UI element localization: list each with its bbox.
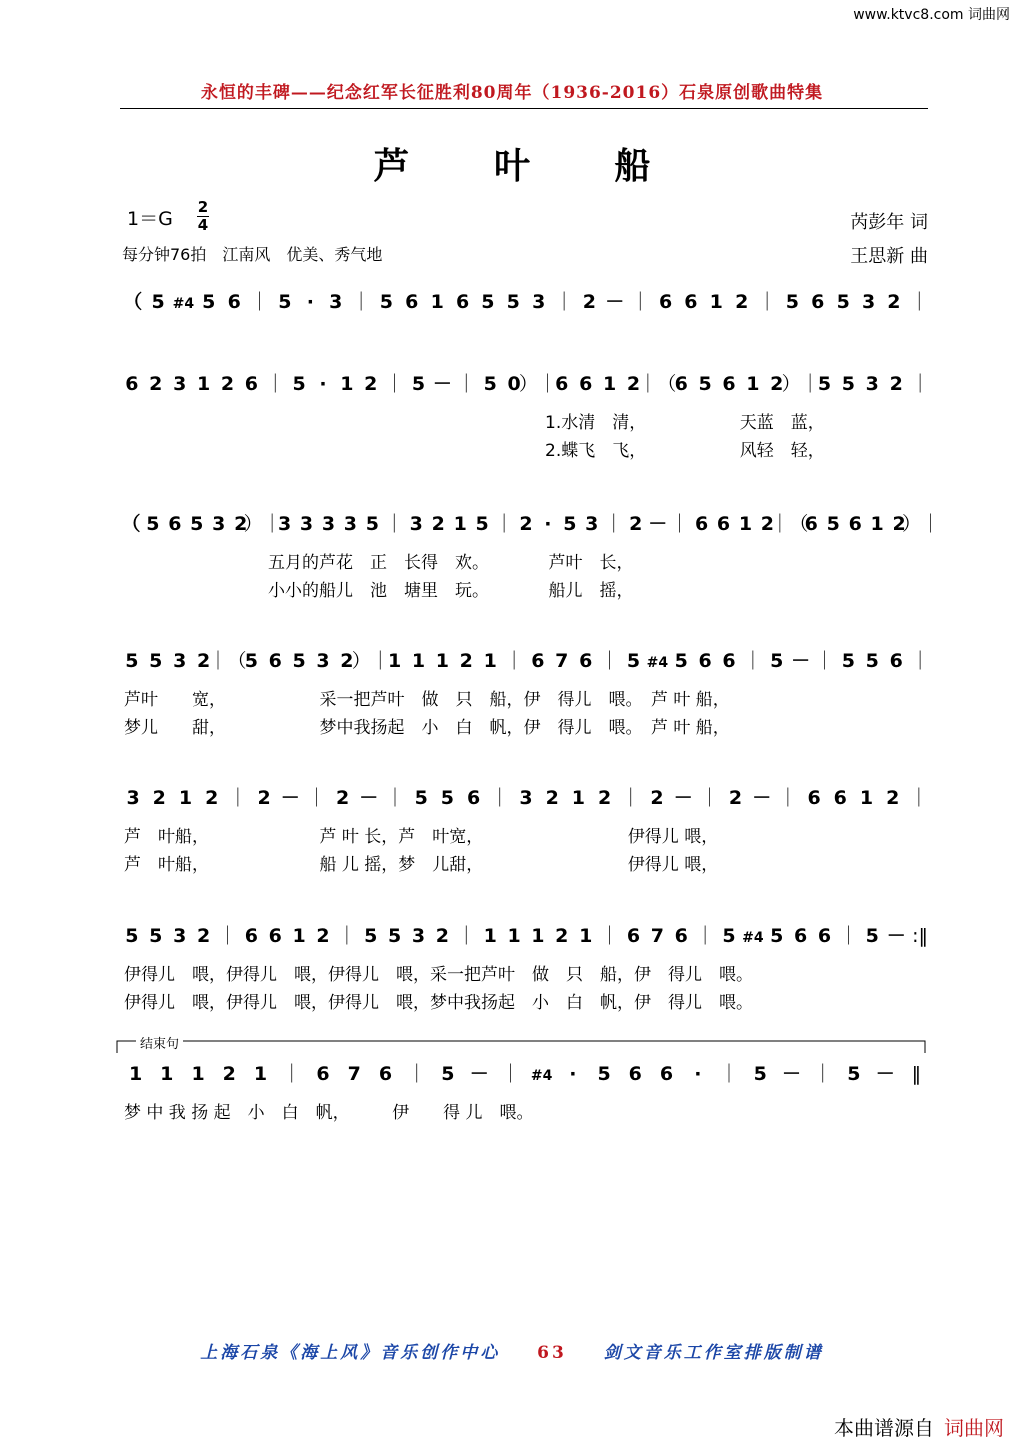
note: 6 <box>833 787 847 809</box>
note: 5 <box>770 650 784 672</box>
note: 2 <box>431 513 445 535</box>
note: 6 <box>684 291 698 313</box>
note: 6 <box>626 925 641 947</box>
note: 6 <box>628 1063 642 1085</box>
barline: ｜ <box>385 787 405 809</box>
note: 2 <box>889 373 903 395</box>
note: 6 <box>674 925 688 947</box>
note: － <box>359 787 379 809</box>
note: 2 <box>760 513 775 535</box>
note: 1 <box>507 925 521 947</box>
barline: ｜ <box>384 513 404 535</box>
note: 3 <box>329 291 343 313</box>
tempo-marking: 每分钟76拍 江南风 优美、秀气地 <box>122 245 383 264</box>
ending-label: 结束句 <box>136 1033 183 1052</box>
score-line-3 <box>120 508 941 601</box>
time-signature-bottom: 4 <box>197 216 209 234</box>
note: 1 <box>859 787 874 809</box>
note: 5 <box>365 513 380 535</box>
note: 3 <box>173 373 187 395</box>
note: 2 <box>205 787 219 809</box>
note: 5 <box>563 513 577 535</box>
note: 5 <box>483 373 497 395</box>
notation-row <box>120 920 932 954</box>
note: 3 <box>409 513 423 535</box>
barline: ｜ <box>282 1063 302 1085</box>
note: 6 <box>244 373 259 395</box>
barline: ｜ <box>456 373 476 395</box>
barline: ｜ <box>838 925 858 947</box>
note: 2 <box>886 787 900 809</box>
note: 1 <box>602 373 617 395</box>
series-header: 永恒的丰碑——纪念红军长征胜利80周年（1936-2016）石泉原创歌曲特集 <box>200 83 824 103</box>
note: 6 <box>268 650 282 672</box>
note: 3 <box>321 513 336 535</box>
note: 6 <box>125 373 139 395</box>
key-signature: 1＝G <box>127 208 173 230</box>
note: 5 <box>125 925 139 947</box>
barline: ｜ <box>265 373 285 395</box>
barline: ｜ <box>719 1063 739 1085</box>
note: 2 <box>196 925 211 947</box>
note: 6 <box>694 513 709 535</box>
note: － <box>791 650 811 672</box>
barline: ｜ <box>695 925 715 947</box>
watermark-bottom-prefix: 本曲谱源自 <box>834 1416 934 1440</box>
note: 5 <box>753 1063 767 1085</box>
note: 1 <box>453 513 467 535</box>
note: 2 <box>340 650 354 672</box>
note: 5 <box>770 925 784 947</box>
note: 2 <box>222 1063 236 1085</box>
note: 6 <box>316 1063 330 1085</box>
barline: ｜ <box>909 291 929 313</box>
note: #4 <box>172 296 195 312</box>
barline: ｜ <box>630 291 650 313</box>
note: 5 <box>202 291 216 313</box>
note: 3 <box>532 291 546 313</box>
note: 5 <box>292 373 306 395</box>
note: 2 <box>626 373 641 395</box>
barline: ｜（ <box>638 373 677 395</box>
note: 6 <box>804 513 818 535</box>
watermark-top: www.ktvc8.com 词曲网 <box>853 7 1010 23</box>
note: － <box>432 373 452 395</box>
barline: ｜ <box>306 787 327 809</box>
note: 6 <box>722 650 736 672</box>
lyrics-verse-1: 1.水清 清， 天蓝 蓝， <box>545 413 825 433</box>
note: 6 <box>466 787 481 809</box>
note: （ <box>123 291 143 313</box>
note: 1 <box>191 1063 205 1085</box>
note: 5 <box>379 291 394 313</box>
note: 1 <box>292 925 306 947</box>
note: 3 <box>411 925 426 947</box>
note: － <box>280 787 300 809</box>
lyricist-credit: 芮彭年 词 <box>850 212 928 233</box>
note: 6 <box>244 925 259 947</box>
barline: ｜ <box>778 787 798 809</box>
note: 5 <box>244 650 259 672</box>
note: 1 <box>411 650 426 672</box>
note: 6 <box>168 513 182 535</box>
barline: ｜ <box>813 1063 833 1085</box>
lyrics-verse-1: 伊得儿 喂，伊得儿 喂，伊得儿 喂，采一把芦叶 做 只 船，伊 得儿 喂。 <box>124 965 753 985</box>
note: 5 <box>387 925 402 947</box>
note: 3 <box>316 650 330 672</box>
note: 5 <box>841 373 856 395</box>
note: 1 <box>531 925 545 947</box>
barline: ｜ <box>250 291 270 313</box>
note: 3 <box>277 513 292 535</box>
lyrics-verse-2: 小小的船儿 池 塘里 玩。 船儿 摇， <box>268 581 634 601</box>
note: － <box>781 1063 802 1085</box>
note: 3 <box>299 513 314 535</box>
note: 6 <box>716 513 731 535</box>
barline: ｜ <box>504 650 524 672</box>
note: 6 <box>555 373 569 395</box>
note: 3 <box>585 513 599 535</box>
note: 6 <box>659 1063 674 1085</box>
barline: ｜ <box>814 650 835 672</box>
note: 7 <box>347 1063 361 1085</box>
note: 2 <box>152 787 166 809</box>
note: · <box>319 373 327 395</box>
note: 5 <box>785 291 800 313</box>
note: 2 <box>597 787 612 809</box>
note: 5 <box>292 650 306 672</box>
footer <box>0 1338 1024 1363</box>
score-line-1 <box>120 286 932 314</box>
barline: ｜ <box>699 787 719 809</box>
note: 1 <box>340 373 354 395</box>
note: 6 <box>268 925 282 947</box>
score-line-7 <box>120 1058 932 1123</box>
note: 5 <box>847 1063 861 1085</box>
note: 2 <box>887 291 901 313</box>
barline: ｜ <box>351 291 371 313</box>
note: 1 <box>870 513 884 535</box>
note: 2 <box>650 787 664 809</box>
footer-left: 上海石泉《海上风》音乐创作中心 <box>200 1343 501 1363</box>
note: 6 <box>658 291 673 313</box>
note: 1 <box>160 1063 174 1085</box>
note: 1 <box>178 787 193 809</box>
note: 5 <box>278 291 292 313</box>
time-signature-top: 2 <box>197 198 209 216</box>
barline: ）｜ <box>901 513 941 535</box>
barline: ｜ <box>500 1063 520 1085</box>
note: 1 <box>483 650 497 672</box>
barline: ｜ <box>757 291 777 313</box>
note: 5 <box>475 513 489 535</box>
barline: ｜ <box>604 513 624 535</box>
note: 5 <box>841 650 856 672</box>
note: 5 <box>836 291 850 313</box>
note: 5 <box>441 1063 455 1085</box>
note: 3 <box>212 513 226 535</box>
note: － <box>875 1063 895 1085</box>
note: 5 <box>865 925 879 947</box>
note: · <box>544 513 552 535</box>
note: 1 <box>483 925 497 947</box>
score-line-2 <box>120 368 932 461</box>
note: 1 <box>387 650 402 672</box>
barline: :‖ <box>912 925 929 947</box>
note: 2 <box>364 373 378 395</box>
note: 5 <box>146 513 160 535</box>
barline: ）｜ <box>518 373 557 395</box>
barline: ｜ <box>456 925 476 947</box>
lyrics-verse-2: 梦儿 甜， 梦中我扬起 小 白 帆，伊 得儿 喂。 芦 叶 船， <box>124 718 730 738</box>
note: 5 <box>149 925 163 947</box>
note: · <box>694 1063 702 1085</box>
note: 1 <box>253 1063 268 1085</box>
footer-page-number: 63 <box>537 1343 567 1363</box>
note: 6 <box>405 291 419 313</box>
note: 3 <box>519 787 533 809</box>
note: 2 <box>728 787 743 809</box>
barline: ）｜ <box>351 650 390 672</box>
note: － <box>673 787 693 809</box>
barline: ｜ <box>621 787 641 809</box>
notation-row <box>120 782 932 816</box>
note: 2 <box>770 373 784 395</box>
note: 2 <box>257 787 271 809</box>
note: 2 <box>435 925 450 947</box>
note: 2 <box>545 787 559 809</box>
header-rule <box>120 108 928 109</box>
note: 6 <box>455 291 470 313</box>
note: 2 <box>234 513 248 535</box>
note: 2 <box>735 291 749 313</box>
lyrics-verse-2: 芦 叶船， 船 儿 摇，梦 儿甜， 伊得儿 喂， <box>124 855 719 875</box>
barline: ｜ <box>600 925 620 947</box>
lyrics-verse-2: 2.蝶飞 飞， 风轻 轻， <box>545 441 825 461</box>
note: 6 <box>793 925 808 947</box>
note: 2 <box>335 787 350 809</box>
note: 6 <box>579 650 593 672</box>
note: 2 <box>629 513 643 535</box>
note: 7 <box>555 650 569 672</box>
note: 5 <box>698 373 712 395</box>
note: 3 <box>865 373 879 395</box>
note: 3 <box>126 787 140 809</box>
notation-row <box>120 368 932 402</box>
note: 1 <box>579 925 593 947</box>
note: 2 <box>555 925 569 947</box>
note: 5 <box>125 650 139 672</box>
note: 2 <box>892 513 906 535</box>
barline: ）｜ <box>243 513 282 535</box>
lyrics-verse-1: 五月的芦花 正 长得 欢。 芦叶 长， <box>268 553 634 573</box>
barline: ｜ <box>910 650 930 672</box>
note: 5 <box>149 650 163 672</box>
note: 5 <box>597 1063 611 1085</box>
barline: ｜ <box>909 787 929 809</box>
barline: ｜ <box>490 787 510 809</box>
note: 6 <box>674 373 688 395</box>
note: 1 <box>746 373 760 395</box>
note: 1 <box>571 787 586 809</box>
note: 5 <box>364 925 378 947</box>
note: 1 <box>128 1063 143 1085</box>
note: － <box>648 513 668 535</box>
note: 5 <box>506 291 520 313</box>
score-line-6 <box>120 920 932 1013</box>
barline: ）｜ <box>781 373 820 395</box>
note: － <box>752 787 772 809</box>
note: 1 <box>435 650 450 672</box>
barline: ｜ <box>600 650 620 672</box>
barline: ｜ <box>494 513 514 535</box>
note: 5 <box>440 787 455 809</box>
note: #4 <box>530 1068 553 1084</box>
barline: ｜ <box>910 373 930 395</box>
note: 6 <box>807 787 821 809</box>
note: 6 <box>811 291 825 313</box>
lyrics-verse-1: 梦 中 我 扬 起 小 白 帆， 伊 得 儿 喂。 <box>124 1103 534 1123</box>
lyrics-verse-1: 芦叶 宽， 采一把芦叶 做 只 船，伊 得儿 喂。 芦 叶 船， <box>124 690 730 710</box>
watermark-bottom-brand: 词曲网 <box>944 1416 1004 1440</box>
note: 1 <box>738 513 753 535</box>
score-line-5 <box>120 782 932 875</box>
note: 5 <box>817 373 832 395</box>
note: （ <box>121 513 141 535</box>
watermark-bottom <box>834 1412 1004 1441</box>
note: 5 <box>826 513 840 535</box>
footer-right: 剑文音乐工作室排版制谱 <box>603 1343 824 1363</box>
note: 5 <box>626 650 641 672</box>
barline: ｜ <box>385 373 405 395</box>
note: 1 <box>709 291 723 313</box>
note: 5 <box>722 925 736 947</box>
barline: ｜（ <box>208 650 247 672</box>
barline: ｜ <box>217 925 238 947</box>
notation-row <box>120 645 932 679</box>
note: 5 <box>481 291 495 313</box>
barline: ｜ <box>228 787 248 809</box>
note: 2 <box>149 373 163 395</box>
note: 5 <box>151 291 165 313</box>
lyrics-verse-1: 芦 叶船， 芦 叶 长，芦 叶宽， 伊得儿 喂， <box>124 827 719 847</box>
note: · <box>569 1063 577 1085</box>
note: 5 <box>190 513 204 535</box>
note: 2 <box>519 513 533 535</box>
barline: ｜ <box>337 925 357 947</box>
ending-bracket <box>116 1040 926 1054</box>
note: 3 <box>173 650 187 672</box>
barline: ｜ <box>407 1063 427 1085</box>
note: · <box>306 291 314 313</box>
note: 5 <box>865 650 879 672</box>
notation-row <box>120 286 932 320</box>
note: 6 <box>378 1063 393 1085</box>
composer-credit: 王思新 曲 <box>850 246 928 267</box>
barline: ｜（ <box>770 513 809 535</box>
note: 3 <box>861 291 876 313</box>
note: 3 <box>173 925 187 947</box>
note: 1 <box>430 291 444 313</box>
score-line-4 <box>120 645 932 738</box>
lyrics-verse-2: 伊得儿 喂，伊得儿 喂，伊得儿 喂，梦中我扬起 小 白 帆，伊 得儿 喂。 <box>124 993 753 1013</box>
note: 5 <box>411 373 426 395</box>
note: 6 <box>848 513 862 535</box>
note: － <box>605 291 625 313</box>
note: 6 <box>579 373 593 395</box>
note: 2 <box>220 373 235 395</box>
note: 2 <box>316 925 330 947</box>
note: 6 <box>889 650 903 672</box>
note: 5 <box>674 650 688 672</box>
note: 1 <box>196 373 211 395</box>
note: 6 <box>817 925 832 947</box>
notation-row <box>120 508 941 542</box>
note: #4 <box>742 930 764 946</box>
note: 7 <box>650 925 665 947</box>
note: 6 <box>531 650 545 672</box>
barline: ｜ <box>670 513 690 535</box>
note: 2 <box>196 650 211 672</box>
note: #4 <box>646 655 669 671</box>
note: 6 <box>722 373 736 395</box>
barline: ｜ <box>743 650 763 672</box>
barline: ‖ <box>911 1063 922 1085</box>
note: 5 <box>414 787 428 809</box>
note: － <box>886 925 906 947</box>
note: 6 <box>227 291 241 313</box>
note: 2 <box>582 291 597 313</box>
song-title: 芦 叶 船 <box>373 145 687 187</box>
note: 3 <box>343 513 358 535</box>
note: 6 <box>698 650 712 672</box>
barline: ｜ <box>554 291 574 313</box>
notation-row <box>120 1058 932 1092</box>
note: 2 <box>459 650 473 672</box>
note: － <box>469 1063 489 1085</box>
note: 0 <box>507 373 521 395</box>
